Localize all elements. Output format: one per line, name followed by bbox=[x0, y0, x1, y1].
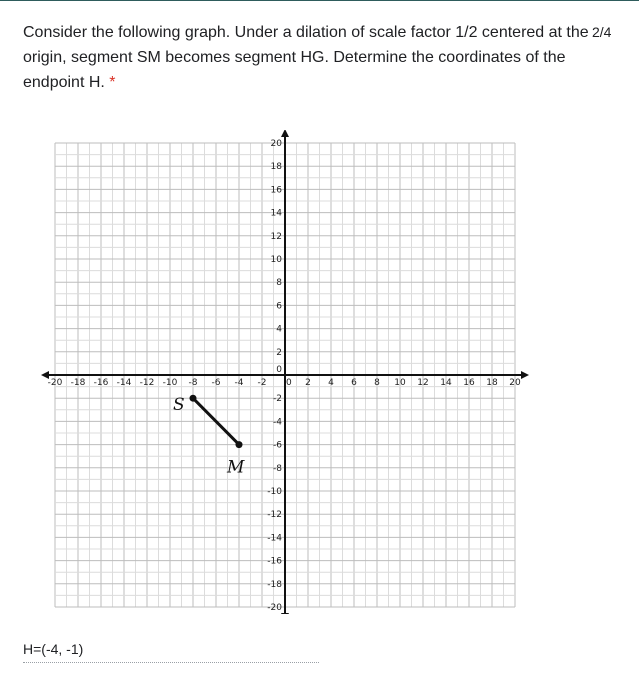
y-tick-label: -14 bbox=[267, 533, 282, 544]
point-label-m: M bbox=[227, 457, 245, 478]
coordinate-plane bbox=[30, 130, 540, 614]
x-tick-label: -4 bbox=[234, 378, 244, 388]
x-tick-label: -18 bbox=[70, 378, 86, 388]
required-asterisk: * bbox=[109, 74, 116, 91]
y-tick-label: -12 bbox=[267, 510, 282, 521]
y-tick-label: 8 bbox=[276, 278, 282, 289]
x-tick-label: 6 bbox=[351, 378, 357, 388]
y-tick-label: 10 bbox=[270, 255, 282, 265]
y-tick-label: -10 bbox=[267, 487, 282, 497]
y-tick-label: -2 bbox=[273, 394, 282, 405]
x-tick-label: 4 bbox=[328, 378, 334, 388]
y-tick-label: -6 bbox=[273, 440, 282, 451]
x-tick-label: 10 bbox=[394, 378, 406, 388]
answer-text: H=(-4, -1) bbox=[23, 640, 319, 663]
y-tick-label: 20 bbox=[270, 139, 282, 149]
x-tick-label: 14 bbox=[440, 378, 452, 388]
question-text: Consider the following graph. Under a dilation of scale factor 1/2 centered at the origin, segment SM becomes segment HG. Determine the coordinates of the endpoint H. bbox=[23, 24, 589, 91]
y-tick-label: 2 bbox=[276, 347, 282, 358]
y-tick-label: 4 bbox=[276, 324, 282, 335]
y-tick-label: 12 bbox=[270, 231, 282, 242]
point-m bbox=[236, 441, 243, 448]
question-progress: 2/4 bbox=[592, 24, 612, 40]
x-tick-label: 18 bbox=[486, 378, 498, 388]
coordinate-graph bbox=[30, 130, 540, 614]
answer-field[interactable] bbox=[23, 640, 319, 663]
x-tick-label: 20 bbox=[509, 378, 521, 388]
x-tick-label: 0 bbox=[286, 378, 292, 388]
point-s bbox=[190, 395, 197, 402]
y-tick-label: -16 bbox=[267, 556, 282, 567]
y-tick-label: 6 bbox=[276, 301, 282, 312]
x-tick-label: -8 bbox=[188, 378, 198, 388]
x-tick-label: -2 bbox=[257, 378, 267, 388]
y-tick-label: 0 bbox=[276, 365, 282, 375]
x-tick-label: -20 bbox=[47, 378, 63, 388]
x-tick-label: 8 bbox=[374, 378, 380, 388]
x-tick-label: -6 bbox=[211, 378, 221, 388]
x-tick-label: 2 bbox=[305, 378, 311, 388]
x-tick-label: -14 bbox=[116, 378, 132, 388]
y-tick-label: -18 bbox=[267, 579, 282, 590]
point-label-s: S bbox=[173, 395, 185, 416]
x-tick-label: -10 bbox=[162, 378, 178, 388]
top-divider bbox=[0, 0, 639, 1]
y-tick-label: -20 bbox=[267, 603, 282, 613]
y-tick-label: -4 bbox=[273, 417, 282, 428]
y-tick-label: 18 bbox=[270, 162, 282, 173]
y-axis-arrow-up bbox=[281, 130, 289, 137]
x-tick-label: 12 bbox=[417, 378, 429, 388]
y-tick-label: 16 bbox=[270, 185, 282, 196]
x-tick-label: 16 bbox=[463, 378, 475, 388]
y-axis-arrow-down bbox=[281, 613, 289, 614]
x-tick-label: -12 bbox=[139, 378, 155, 388]
question-title bbox=[23, 20, 589, 95]
y-tick-label: -8 bbox=[273, 463, 282, 474]
x-tick-label: -16 bbox=[93, 378, 109, 388]
x-axis-arrow-right bbox=[521, 371, 529, 379]
y-tick-label: 14 bbox=[270, 208, 282, 219]
